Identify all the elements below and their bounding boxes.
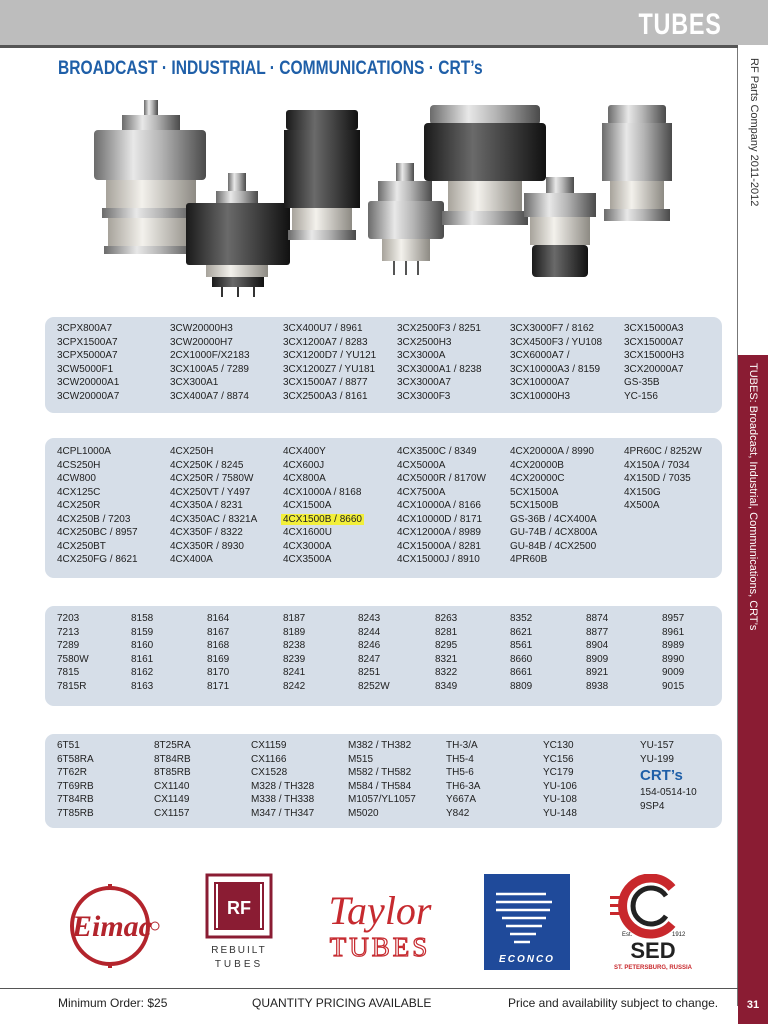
list-item: 8660 (510, 653, 533, 665)
list-item: 8T25RA (154, 740, 191, 751)
list-item: 8961 (662, 626, 685, 638)
list-item: 4CX1600U (283, 527, 332, 538)
list-item: 4CX10000A / 8166 (397, 500, 481, 511)
page-title: TUBES (638, 8, 722, 41)
list-item: 8247 (358, 653, 381, 665)
list-item: 8T84RB (154, 753, 191, 765)
list-item: 8189 (283, 626, 306, 638)
column (170, 322, 250, 403)
list-item: 4CX12000A / 8989 (397, 527, 481, 538)
rf-caption-2: TUBES (214, 959, 264, 970)
list-item: M382 / TH382 (348, 740, 412, 751)
list-item: M1057/YL1057 (348, 794, 416, 805)
tube-list-misc (45, 734, 722, 828)
list-item: 154-0514-10 (640, 787, 697, 798)
taylor-text: Taylor (328, 888, 432, 933)
list-item: YC179 (543, 767, 574, 778)
list-item: 7815 (57, 667, 80, 678)
list-item: 8167 (207, 626, 230, 638)
crt-heading: CRT’s (640, 767, 683, 784)
list-item: 4CW800 (57, 473, 96, 484)
list-item: CX1157 (154, 807, 190, 819)
list-item: 6T51 (57, 740, 80, 751)
list-item: 4CX3000A (283, 540, 332, 552)
list-item: 4CX20000B (510, 459, 564, 471)
list-item: 8171 (207, 680, 230, 692)
list-item: 4CX250R (57, 500, 101, 511)
eimac-text: Eimac (72, 910, 152, 943)
list-item: M582 / TH582 (348, 767, 412, 778)
list-item: 4CX800A (283, 473, 326, 484)
list-item: 8160 (131, 640, 154, 651)
column (640, 739, 697, 813)
list-item: 4CX15000J / 8910 (397, 554, 480, 565)
list-item: 8161 (131, 653, 154, 665)
list-item: 7580W (57, 653, 89, 665)
list-item: 8349 (435, 680, 458, 692)
tube-list-numeric (45, 606, 722, 706)
list-item: Y842 (446, 807, 470, 819)
list-item: 4CX3500C / 8349 (397, 446, 477, 457)
list-item: 3CX1500A7 / 8877 (283, 377, 368, 388)
list-item: 8877 (586, 626, 609, 638)
list-item: 7T69RB (57, 780, 94, 792)
list-item: 4X500A (624, 500, 660, 511)
list-item: 8168 (207, 640, 230, 651)
list-item: 8281 (435, 626, 458, 638)
list-item: 8661 (510, 667, 533, 678)
list-item: 4CX15000A / 8281 (397, 540, 481, 552)
list-item-highlighted (283, 513, 364, 527)
footer-divider (0, 988, 738, 989)
list-item: 8921 (586, 667, 609, 678)
list-item: 3CX6000A7 / (510, 350, 570, 361)
list-item: 8T85RB (154, 767, 191, 778)
list-item: YU-106 (543, 780, 577, 792)
list-item: 3CW20000H7 (170, 336, 233, 348)
list-item: 4CX250BT (57, 540, 106, 552)
list-item: 9015 (662, 680, 685, 692)
list-item: 4CX20000C (510, 473, 565, 484)
company-year-label: RF Parts Company 2011-2012 (748, 58, 760, 207)
sed-text: SED (630, 938, 676, 963)
list-item: YC130 (543, 740, 574, 751)
list-item: 7203 (57, 613, 80, 624)
min-order: Minimum Order: $25 (58, 996, 168, 1010)
list-item: 8163 (131, 680, 154, 692)
column (358, 612, 390, 693)
list-item: 8164 (207, 613, 230, 624)
list-item: 4CX250VT / Y497 (170, 486, 251, 498)
list-item: 4CX400A (170, 554, 213, 565)
list-item: 8295 (435, 640, 458, 651)
list-item: M347 / TH347 (251, 807, 315, 819)
column (662, 612, 684, 693)
list-item: 4CX125C (57, 486, 101, 498)
list-item: 8909 (586, 653, 609, 665)
page-number: 31 (738, 990, 768, 1024)
column (283, 322, 376, 403)
column (624, 445, 702, 513)
list-item: 4CX20000A / 8990 (510, 446, 594, 457)
list-item: 6T58RA (57, 753, 94, 765)
column (57, 445, 138, 567)
list-item: 4CX5000R / 8170W (397, 473, 486, 484)
list-item: 4CX250K / 8245 (170, 459, 244, 471)
list-item: YU-148 (543, 807, 577, 819)
list-item: GS-36B / 4CX400A (510, 513, 597, 525)
list-item: 8322 (435, 667, 458, 678)
list-item: 4CX10000D / 8171 (397, 513, 483, 525)
pricing-note: QUANTITY PRICING AVAILABLE (252, 996, 432, 1010)
list-item: 4CX1500A (283, 500, 332, 511)
column (251, 739, 314, 820)
tube-list-4cx (45, 438, 722, 578)
list-item: 3CX4500F3 / YU108 (510, 336, 603, 348)
column (348, 739, 416, 820)
rf-rebuilt-logo (204, 872, 274, 972)
list-item: 3CX2500A3 / 8161 (283, 390, 368, 402)
list-item: 8241 (283, 667, 306, 678)
list-item: M584 / TH584 (348, 780, 412, 792)
list-item: 8957 (662, 613, 685, 624)
list-item: CX1149 (154, 794, 190, 805)
sed-logo (610, 874, 700, 972)
list-item: 7T62R (57, 767, 88, 778)
list-item: 3CX3000A (397, 350, 446, 361)
list-item: 3CW20000H3 (170, 323, 233, 334)
list-item: CX1528 (251, 767, 288, 778)
list-item: YU-199 (640, 753, 674, 765)
category-tab-label: TUBES: Broadcast, Industrial, Communications, CRT’s (747, 363, 759, 631)
column (170, 445, 257, 567)
list-item: 3CX3000F3 (397, 390, 451, 402)
list-item: 4CX600J (283, 459, 325, 471)
list-item: 5CX1500A (510, 486, 559, 498)
list-item: 4CX250FG / 8621 (57, 554, 138, 565)
list-item: 3CX20000A7 (624, 363, 684, 375)
list-item: 4CX250B / 7203 (57, 513, 131, 525)
list-item: 5CX1500B (510, 500, 559, 511)
list-item: 3CX1200A7 / 8283 (283, 336, 368, 348)
column (154, 739, 191, 820)
list-item: 7T85RB (57, 807, 94, 819)
list-item: 8246 (358, 640, 381, 651)
rf-caption-1: REBUILT (211, 945, 267, 956)
list-item: 8251 (358, 667, 381, 678)
list-item: Y667A (446, 794, 477, 805)
list-item: 8238 (283, 640, 306, 651)
tube-list-3cx (45, 317, 722, 413)
list-item: 3CX300A1 (170, 377, 219, 388)
column (543, 739, 577, 820)
list-item: TH5-6 (446, 767, 474, 778)
column (57, 612, 89, 693)
list-item: 9SP4 (640, 800, 665, 812)
list-item: M338 / TH338 (251, 794, 315, 805)
list-item: 3CX400A7 / 8874 (170, 390, 249, 402)
list-item: YU-157 (640, 740, 674, 751)
list-item: M515 (348, 753, 374, 765)
list-item: 3CX15000H3 (624, 350, 685, 361)
rf-mark-text: RF (227, 898, 251, 918)
list-item: TH6-3A (446, 780, 481, 792)
list-item: 3CX10000A7 (510, 377, 570, 388)
column (435, 612, 457, 693)
list-item: 4CX1000A / 8168 (283, 486, 362, 498)
section-heading: BROADCAST · INDUSTRIAL · COMMUNICATIONS · CRT’s (58, 58, 483, 79)
taylor-tubes-text: TUBES (329, 932, 431, 962)
list-item: TH-3/A (446, 740, 478, 751)
list-item: 4CX350R / 8930 (170, 540, 244, 552)
list-item: 3CX15000A7 (624, 336, 684, 348)
list-item: 4CX250R / 7580W (170, 473, 254, 484)
list-item: 3CX1200D7 / YU121 (283, 350, 377, 361)
list-item: 8809 (510, 680, 533, 692)
list-item: 4X150A / 7034 (624, 459, 690, 471)
list-item: 8169 (207, 653, 230, 665)
list-item: YU-108 (543, 794, 577, 805)
column (207, 612, 229, 693)
list-item: 8170 (207, 667, 230, 678)
list-item: 3CPX5000A7 (57, 350, 118, 361)
list-item: 8904 (586, 640, 609, 651)
list-item: 4PR60C / 8252W (624, 446, 702, 457)
list-item: 3CPX800A7 (57, 323, 113, 334)
list-item: 3CW20000A7 (57, 390, 120, 402)
list-item: 3CX400U7 / 8961 (283, 323, 363, 334)
column (586, 612, 608, 693)
list-item: 3CX100A5 / 7289 (170, 363, 249, 375)
list-item: 8159 (131, 626, 154, 638)
list-item: 8621 (510, 626, 533, 638)
list-item: YC-156 (624, 390, 658, 402)
list-item: CX1159 (251, 740, 287, 751)
column (446, 739, 480, 820)
list-item: 8158 (131, 613, 154, 624)
list-item: 3CX10000A3 / 8159 (510, 363, 601, 375)
column (283, 612, 305, 693)
list-item: 8242 (283, 680, 306, 692)
header-divider (0, 45, 738, 48)
list-item: TH5-4 (446, 753, 474, 765)
column (397, 445, 486, 567)
list-item: 4CX350AC / 8321A (170, 513, 258, 525)
list-item: 8162 (131, 667, 154, 678)
list-item: 8561 (510, 640, 533, 651)
list-item: 3CPX1500A7 (57, 336, 118, 348)
column (510, 612, 532, 693)
list-item: 3CW20000A1 (57, 377, 120, 388)
list-item: M5020 (348, 807, 379, 819)
list-item: 3CX2500F3 / 8251 (397, 323, 481, 334)
list-item: 3CX3000A1 / 8238 (397, 363, 482, 375)
list-item: 3CW5000F1 (57, 363, 114, 375)
list-item: CX1140 (154, 780, 190, 792)
list-item: 4CX250BC / 8957 (57, 527, 138, 538)
econco-text: ECONCO (499, 954, 555, 965)
tubes-photo (88, 95, 688, 305)
column (131, 612, 153, 693)
list-item: 4CX400Y (283, 446, 326, 457)
eimac-logo (58, 880, 168, 970)
list-item: 3CX1200Z7 / YU181 (283, 363, 376, 375)
list-item: CX1166 (251, 753, 287, 765)
list-item: 8321 (435, 653, 458, 665)
highlight-mark: 4CX1500B / 8660 (283, 513, 362, 525)
list-item: 8990 (662, 653, 685, 665)
list-item: 7213 (57, 626, 80, 638)
list-item: 8239 (283, 653, 306, 665)
list-item: 8352 (510, 613, 533, 624)
column (624, 322, 684, 403)
list-item: GU-84B / 4CX2500 (510, 540, 597, 552)
list-item: 3CX3000F7 / 8162 (510, 323, 594, 334)
list-item: 4CX5000A (397, 459, 446, 471)
column (57, 322, 119, 403)
list-item: 8989 (662, 640, 685, 651)
list-item: 4CX350A / 8231 (170, 500, 243, 511)
list-item: 2CX1000F/X2183 (170, 350, 250, 361)
list-item: 8243 (358, 613, 381, 624)
list-item: 3CX2500H3 (397, 336, 452, 348)
list-item: 4CX250H (170, 446, 214, 457)
list-item: 8938 (586, 680, 609, 692)
column (397, 322, 482, 403)
list-item: YC156 (543, 753, 574, 765)
list-item: 8244 (358, 626, 381, 638)
list-item: 8263 (435, 613, 458, 624)
econco-logo (484, 874, 570, 970)
list-item: 4PR60B (510, 554, 548, 565)
list-item: 9009 (662, 667, 685, 678)
list-item: 4CS250H (57, 459, 101, 471)
sed-est: Est. (622, 932, 633, 938)
price-notice: Price and availability subject to change. (508, 996, 719, 1010)
list-item: 7815R (57, 680, 87, 692)
list-item: GU-74B / 4CX800A (510, 527, 598, 538)
list-item: 7289 (57, 640, 80, 651)
column (57, 739, 94, 820)
list-item: 4X150D / 7035 (624, 473, 691, 484)
list-item: 7T84RB (57, 794, 94, 805)
sed-year: 1912 (672, 932, 686, 938)
list-item: 4CPL1000A (57, 446, 111, 457)
list-item: 3CX3000A7 (397, 377, 451, 388)
list-item: 8187 (283, 613, 306, 624)
taylor-tubes-logo (318, 880, 442, 966)
sed-city: ST. PETERSBURG, RUSSIA (613, 965, 693, 971)
list-item: GS-35B (624, 377, 660, 388)
column (510, 445, 597, 567)
column (283, 445, 364, 567)
list-item: 3CX10000H3 (510, 390, 571, 402)
list-item: 4CX350F / 8322 (170, 527, 243, 538)
list-item: M328 / TH328 (251, 780, 315, 792)
list-item: 4CX3500A (283, 554, 332, 565)
column (510, 322, 602, 403)
list-item: 8252W (358, 680, 390, 692)
list-item: 4X150G (624, 486, 661, 498)
list-item: 3CX15000A3 (624, 323, 684, 334)
list-item: 8874 (586, 613, 609, 624)
list-item: 4CX7500A (397, 486, 446, 498)
